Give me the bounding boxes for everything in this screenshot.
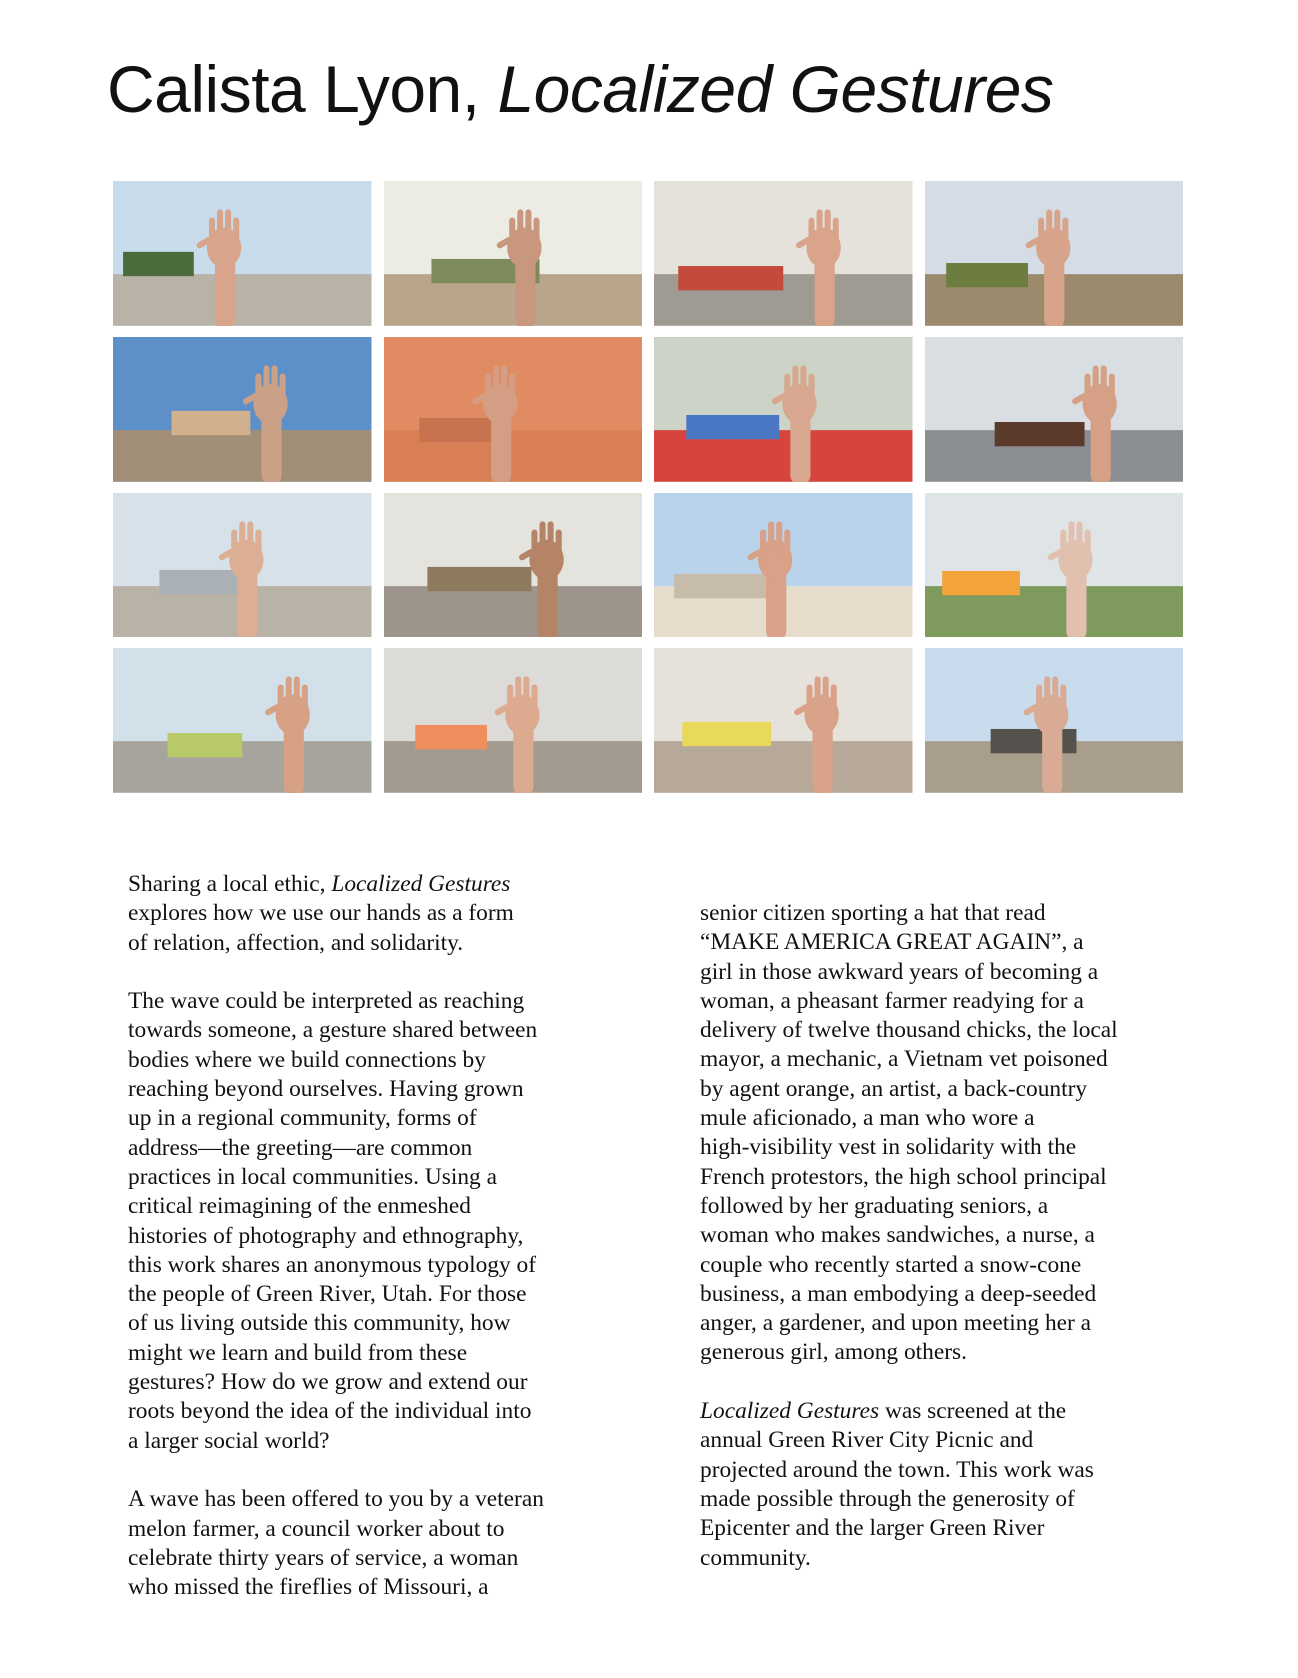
text-line: melon farmer, a council worker about to [128, 1515, 505, 1542]
text-line: senior citizen sporting a hat that read [700, 900, 1046, 926]
photo-detail [682, 722, 771, 746]
text-line: delivery of twelve thousand chicks, the local [700, 1017, 1118, 1044]
page-title [107, 52, 1053, 128]
photo-detail [994, 422, 1084, 446]
text-line: a larger social world? [128, 1427, 330, 1454]
text-line: this work shares an anonymous typology of [128, 1251, 536, 1278]
photo-detail [159, 569, 246, 593]
photo-detail [678, 266, 783, 290]
photo-detail [942, 570, 1020, 594]
gesture-photo [113, 181, 372, 326]
wave-paragraph [128, 987, 603, 1456]
gesture-photo [113, 648, 372, 793]
text-line: of relation, affection, and solidarity. [128, 929, 464, 956]
photo-detail [168, 733, 243, 757]
text-line: woman who makes sandwiches, a nurse, a [700, 1222, 1095, 1249]
text-line: business, a man embodying a deep-seeded [700, 1280, 1097, 1307]
text-line: might we learn and build from these [128, 1339, 468, 1366]
photo-detail [674, 573, 775, 597]
text-line: made possible through the generosity of [700, 1485, 1075, 1512]
text-line: anger, a gardener, and upon meeting her a [700, 1310, 1092, 1337]
photo-detail [419, 418, 495, 442]
text-line: French protestors, the high school principal [700, 1163, 1107, 1190]
artist-name: Calista Lyon, [107, 52, 480, 126]
text-line: Epicenter and the larger Green River [700, 1515, 1045, 1542]
image-grid [113, 181, 1183, 793]
text-line: by agent orange, an artist, a back-country [700, 1075, 1088, 1102]
intro-paragraph [128, 870, 603, 958]
gesture-photo [925, 493, 1184, 638]
text-line: The wave could be interpreted as reaching [128, 988, 525, 1015]
text-line: followed by her graduating seniors, a [700, 1192, 1049, 1219]
gesture-photo [384, 181, 643, 326]
text-column-left [128, 870, 603, 1632]
text-line: critical reimagining of the enmeshed [128, 1193, 471, 1220]
photo-ground [113, 274, 372, 326]
text-line: bodies where we build connections by [128, 1046, 486, 1073]
photo-detail [990, 729, 1076, 753]
text-column-right [700, 899, 1180, 1602]
work-title: Localized Gestures [497, 52, 1054, 126]
photo-detail [427, 566, 531, 590]
text-line: gestures? How do we grow and extend our [128, 1369, 528, 1396]
text-line: mule aficionado, a man who wore a [700, 1105, 1035, 1132]
text-line: couple who recently started a snow-cone [700, 1251, 1082, 1278]
gesture-photo [384, 337, 643, 482]
gesture-photo [654, 648, 913, 793]
gesture-photo [925, 648, 1184, 793]
text-line: the people of Green River, Utah. For those [128, 1281, 527, 1308]
gesture-photo [654, 493, 913, 638]
gesture-photo [384, 648, 643, 793]
photo-ground [654, 741, 913, 793]
text-line: girl in those awkward years of becoming a [700, 958, 1099, 985]
offered-paragraph [128, 1485, 603, 1602]
text-line: projected around the town. This work was [700, 1456, 1094, 1483]
text-line: address—the greeting—are common [128, 1134, 473, 1161]
text-line: explores how we use our hands as a form [128, 900, 514, 927]
text-line: roots beyond the idea of the individual into [128, 1398, 532, 1425]
text-line: “MAKE AMERICA GREAT AGAIN”, a [700, 929, 1084, 956]
intro-work-title: Localized Gestures [331, 871, 511, 897]
screening-lines [700, 1426, 1180, 1572]
gesture-photo [654, 337, 913, 482]
photo-detail [172, 411, 251, 435]
text-line: practices in local communities. Using a [128, 1163, 497, 1190]
people-paragraph [700, 899, 1180, 1368]
text-line: who missed the fireflies of Missouri, a [128, 1574, 489, 1601]
photo-ground [113, 430, 372, 482]
gesture-photo [113, 493, 372, 638]
text-line: community. [700, 1544, 811, 1571]
text-line: towards someone, a gesture shared between [128, 1017, 538, 1044]
photo-detail [686, 415, 779, 439]
text-line: up in a regional community, forms of [128, 1105, 477, 1132]
gesture-photo [384, 493, 643, 638]
screening-paragraph [700, 1397, 1180, 1573]
text-line: woman, a pheasant farmer readying for a [700, 987, 1084, 1014]
screening-work-title: Localized Gestures [700, 1398, 880, 1425]
text-line: histories of photography and ethnography, [128, 1222, 524, 1249]
gesture-photo [654, 181, 913, 326]
gesture-photo [925, 337, 1184, 482]
photo-detail [415, 725, 487, 749]
photo-ground [384, 586, 643, 638]
gesture-photo [925, 181, 1184, 326]
photo-detail [123, 252, 194, 276]
text-line: celebrate thirty years of service, a woman [128, 1544, 519, 1571]
text-line: was screened at the [879, 1398, 1067, 1425]
text-line: high-visibility vest in solidarity with the [700, 1134, 1077, 1161]
photo-detail [946, 263, 1028, 287]
text-line: mayor, a mechanic, a Vietnam vet poisoned [700, 1046, 1108, 1073]
text-line: annual Green River City Picnic and [700, 1427, 1034, 1454]
text-line: A wave has been offered to you by a veteran [128, 1486, 544, 1513]
gesture-photo [113, 337, 372, 482]
intro-lead: Sharing a local ethic, [128, 871, 326, 897]
text-line: reaching beyond ourselves. Having grown [128, 1076, 524, 1103]
text-line: generous girl, among others. [700, 1339, 967, 1366]
text-line: of us living outside this community, how [128, 1310, 511, 1337]
